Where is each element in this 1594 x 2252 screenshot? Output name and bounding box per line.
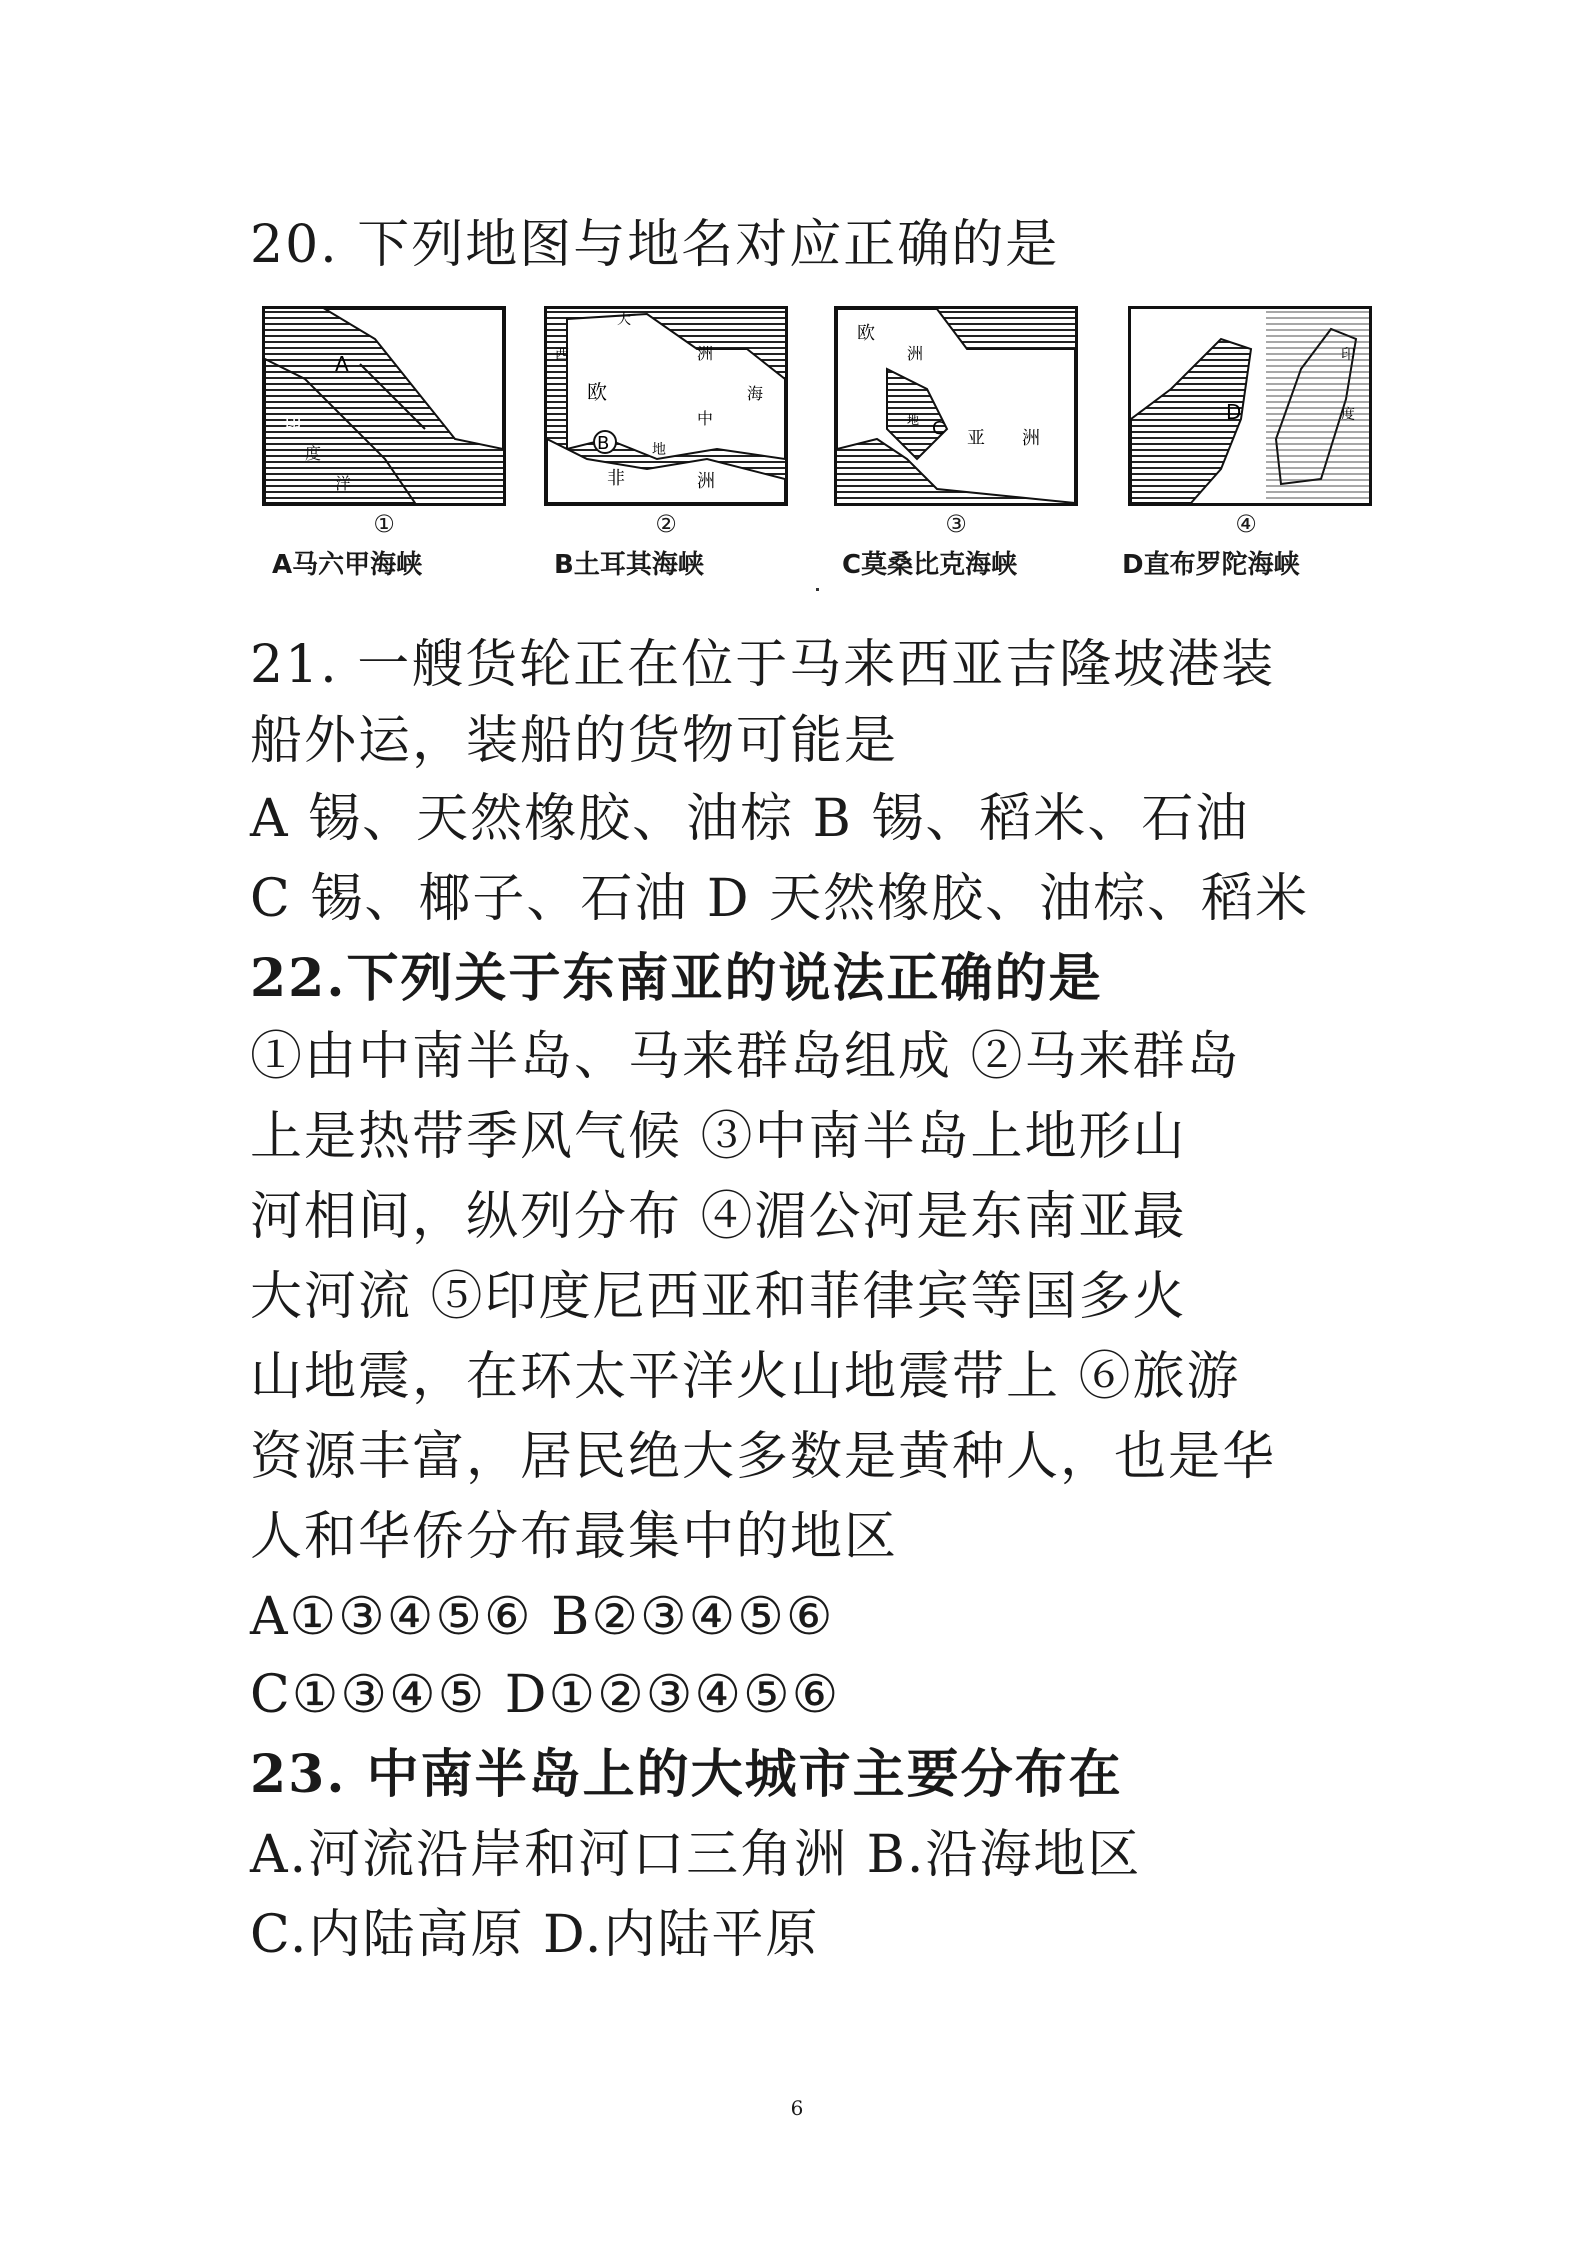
map-4-gibraltar — [1128, 306, 1372, 506]
q22-options-line1: A①③④⑤⑥ B②③④⑤⑥ — [250, 1587, 835, 1647]
svg-text:亚: 亚 — [967, 428, 985, 449]
svg-text:洲: 洲 — [1022, 428, 1040, 449]
q22-body-line4: 大河流 ⑤印度尼西亚和菲律宾等国多火 — [250, 1267, 1187, 1327]
q21-title-line1: 21. 一艘货轮正在位于马来西亚吉隆坡港装 — [250, 635, 1276, 695]
q22-body-line6: 资源丰富，居民绝大多数是黄种人，也是华 — [250, 1427, 1277, 1487]
q22-body-line2: 上是热带季风气候 ③中南半岛上地形山 — [250, 1107, 1187, 1167]
svg-text:西: 西 — [555, 347, 569, 363]
map-1-letter: A — [335, 352, 349, 376]
svg-text:地: 地 — [907, 413, 920, 427]
q21-options-line2: C 锡、椰子、石油 D 天然橡胶、油棕、稻米 — [250, 869, 1310, 929]
svg-text:中: 中 — [697, 409, 714, 428]
map-1-caption: A马六甲海峡 — [272, 550, 423, 580]
q23-options-line2: C.内陆高原 D.内陆平原 — [250, 1905, 820, 1965]
svg-text:度: 度 — [305, 444, 322, 463]
q23-options-line1: A.河流沿岸和河口三角洲 B.沿海地区 — [250, 1825, 1142, 1885]
map-2-caption: B土耳其海峡 — [554, 550, 704, 580]
map-2-number: ② — [655, 510, 677, 538]
svg-text:洲: 洲 — [907, 344, 924, 363]
svg-text:洋: 洋 — [335, 474, 352, 493]
svg-text:非: 非 — [607, 468, 625, 489]
map-4-caption: D直布罗陀海峡 — [1122, 550, 1300, 580]
map-3-caption: C莫桑比克海峡 — [842, 550, 1018, 580]
svg-text:海: 海 — [747, 384, 764, 403]
map-1-malacca — [262, 306, 506, 506]
svg-text:地: 地 — [652, 442, 666, 458]
svg-text:印: 印 — [1341, 347, 1355, 363]
svg-text:度: 度 — [1341, 407, 1355, 423]
svg-text:欧: 欧 — [587, 380, 607, 404]
map-3-letter: C — [932, 418, 945, 439]
svg-text:洲: 洲 — [697, 471, 715, 492]
q20-title: 20. 下列地图与地名对应正确的是 — [250, 215, 1060, 275]
svg-text:洲: 洲 — [697, 344, 714, 363]
stray-mark — [816, 588, 819, 591]
q21-title-line2: 船外运，装船的货物可能是 — [250, 711, 899, 771]
q20-map-row — [262, 306, 1362, 586]
q22-body-line5: 山地震，在环太平洋火山地震带上 ⑥旅游 — [250, 1347, 1241, 1407]
map-3-number: ③ — [945, 510, 967, 538]
map-1-number: ① — [373, 510, 395, 538]
map-2-turkish-strait — [544, 306, 788, 506]
map-2-letter: B — [597, 433, 610, 454]
map-3-mozambique — [834, 306, 1078, 506]
svg-text:大: 大 — [617, 312, 631, 328]
svg-text:欧: 欧 — [857, 323, 875, 344]
q21-options-line1: A 锡、天然橡胶、油棕 B 锡、稻米、石油 — [250, 789, 1250, 849]
q22-body-line7: 人和华侨分布最集中的地区 — [250, 1507, 899, 1567]
svg-text:印: 印 — [285, 414, 302, 433]
q22-options-line2: C①③④⑤ D①②③④⑤⑥ — [250, 1665, 841, 1725]
q22-body-line3: 河相间，纵列分布 ④湄公河是东南亚最 — [250, 1187, 1187, 1247]
page-number: 6 — [790, 2096, 804, 2120]
q23-title: 23. 中南半岛上的大城市主要分布在 — [250, 1744, 1123, 1805]
q22-title: 22.下列关于东南亚的说法正确的是 — [250, 948, 1103, 1009]
map-4-number: ④ — [1235, 510, 1257, 538]
map-4-letter: D — [1226, 400, 1242, 424]
q22-body-line1: ①由中南半岛、马来群岛组成 ②马来群岛 — [250, 1027, 1241, 1087]
